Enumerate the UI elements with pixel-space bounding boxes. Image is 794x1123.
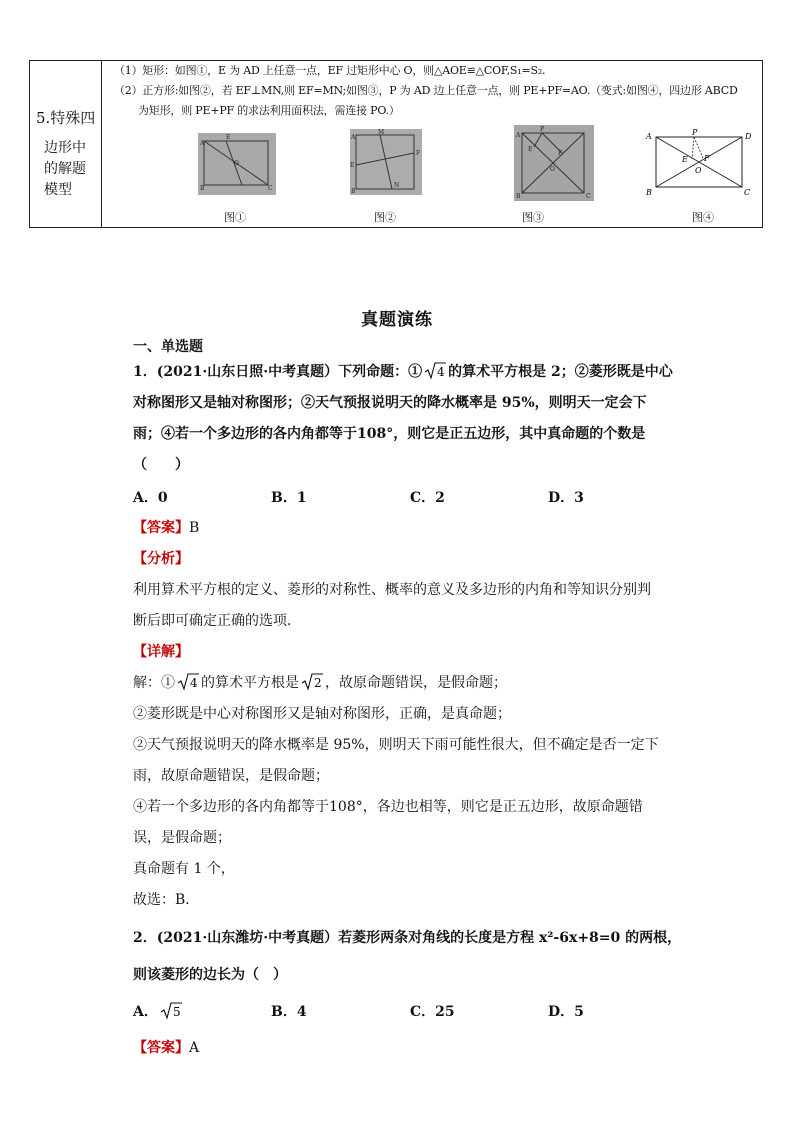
caption-figure-3: 图③ [522,211,544,224]
svg-text:A: A [200,140,205,147]
q1-line-1-text-a: 1．(2021·山东日照·中考真题）下列命题：① [133,364,423,380]
q1-answer [133,518,199,538]
svg-text:M: M [378,129,385,136]
label-line-2: 边形中 [44,140,86,156]
q1-detail-line-3: ②天气预报说明天的降水概率是 95%，则明天下雨可能性很大，但不确定是否一定下 [133,737,659,753]
radical-sign-icon [177,673,199,691]
svg-text:F: F [416,150,421,157]
analysis-tag: 【分析】 [133,551,189,567]
fig4-label-P: P [692,129,698,137]
fig4-label-A: A [646,132,652,141]
content-line-1: （1）矩形：如图①，E 为 AD 上任意一点，EF 过矩形中心 O，则△AOE≌△COF,S₁=S₂. [114,64,546,77]
figure-2-photo [350,129,422,195]
answer-tag: 【答案】 [133,1040,189,1056]
fig4-label-B: B [646,188,652,197]
svg-text:P: P [540,126,545,133]
section-heading: 真题演练 [361,310,433,330]
svg-text:E: E [350,162,355,169]
svg-text:B: B [200,185,205,192]
q1-analysis-line-1: 利用算术平方根的定义、菱形的对称性、概率的意义及多边形的内角和等知识分别判 [133,582,651,598]
detail-1-text-e: ，故原命题错误，是假命题； [325,675,507,691]
label-line-1: 5.特殊四 [36,109,96,127]
q1-line-4: （ ） [133,457,189,473]
fig4-label-F: F [704,154,710,163]
q1-option-c: C．2 [410,490,445,506]
radical-sign-icon [301,673,323,691]
svg-text:E: E [226,134,231,141]
figure-3-photo [514,125,594,201]
radicand: 2 [314,676,322,690]
detail-1-text-c: 的算术平方根是 [201,675,299,691]
svg-text:O: O [550,166,555,173]
q1-detail-line-5: ④若一个多边形的各内角都等于108°，各边也相等，则它是正五边形，故原命题错 [133,799,643,815]
table-label-cell [30,61,102,227]
radicand: 5 [172,1005,181,1019]
svg-text:C: C [586,193,591,200]
radicand: 4 [437,365,445,379]
q1-detail-tag-line [133,642,189,662]
sqrt-2-expression [301,673,323,697]
radical-sign-icon [160,1002,182,1020]
q1-option-a: A．0 [133,490,168,506]
detail-1-text-a: 解：① [133,675,175,691]
svg-text:C: C [268,185,273,192]
sqrt-4-expression-2 [177,673,199,697]
svg-text:N: N [394,182,400,189]
answer-value: B [189,520,200,536]
q1-detail-line-2: ②菱形既是中心对称图形又是轴对称图形，正确，是真命题； [133,706,511,722]
q1-detail-line-4: 雨，故原命题错误，是假命题； [133,768,329,784]
q2-option-a [133,1001,184,1024]
q1-detail-line-1 [133,673,507,697]
svg-text:B: B [516,193,521,200]
answer-value: A [189,1040,200,1056]
q2-option-a-prefix: A． [133,1004,158,1020]
q1-option-d: D．3 [548,490,584,506]
radical-sign-icon [424,362,446,380]
answer-tag: 【答案】 [133,520,189,536]
fig4-label-O: O [695,166,702,175]
q1-line-1-text-c: 的算术平方根是 2；②菱形既是中心 [448,364,673,380]
content-line-2: （2）正方形:如图②，若 EF⊥MN,则 EF=MN;如图③，P 为 AD 边上任意一点，则 PE+PF=AO.（变式:如图④，四边形 ABCD [114,84,738,97]
figure-4-diagram [642,129,762,197]
q2-answer [133,1038,199,1058]
q1-option-b: B．1 [271,490,307,506]
radicand: 4 [190,676,198,690]
svg-text:A: A [516,132,521,139]
svg-text:B: B [351,188,356,195]
q1-line-3: 雨；④若一个多边形的各内角都等于108°，则它是正五边形，其中真命题的个数是 [133,426,646,442]
label-line-4: 模型 [44,182,72,198]
caption-figure-2: 图② [374,211,396,224]
q2-line-1: 2．(2021·山东潍坊·中考真题）若菱形两条对角线的长度是方程 x²-6x+8=0 的两根， [133,930,682,946]
q1-analysis-tag-line [133,549,189,569]
label-line-3: 的解题 [44,161,86,177]
sqrt-4-expression [424,362,446,386]
caption-figure-1: 图① [224,211,246,224]
table-content-cell [102,61,762,227]
detail-tag: 【详解】 [133,644,189,660]
q1-detail-line-6: 误，是假命题； [133,830,231,846]
svg-text:E: E [528,146,533,153]
q2-line-2: 则该菱形的边长为（ ） [133,967,287,983]
model-table [29,60,763,228]
q2-option-b: B．4 [271,1004,307,1020]
svg-text:F: F [558,150,563,157]
q1-line-1 [133,362,673,386]
caption-figure-4: 图④ [692,211,714,224]
q2-option-c: C．25 [410,1004,455,1020]
fig4-label-E: E [682,155,688,164]
svg-text:O: O [234,160,239,167]
content-line-3: 为矩形，则 PE+PF 的求法利用面积法，需连接 PO.） [138,104,400,117]
fig4-label-C: C [744,188,751,197]
sqrt-5-expression [160,1002,182,1024]
fig4-label-D: D [745,132,752,141]
q2-option-d: D．5 [548,1004,584,1020]
q1-detail-line-7: 真命题有 1 个， [133,861,235,877]
q1-analysis-line-2: 断后即可确定正确的选项． [133,613,301,629]
figure-1-photo [198,133,276,195]
section-subheading: 一、单选题 [133,339,203,355]
svg-text:A: A [351,134,356,141]
q1-line-2: 对称图形又是轴对称图形；②天气预报说明天的降水概率是 95%，则明天一定会下 [133,395,647,411]
q1-detail-line-8: 故选：B． [133,892,200,908]
